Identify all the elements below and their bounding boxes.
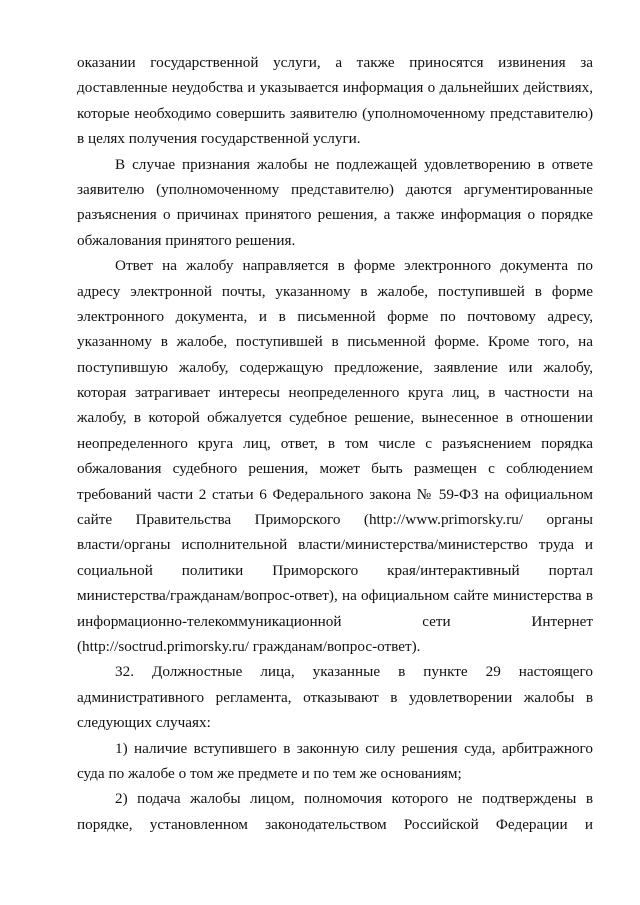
text-line: информационно-телекоммуникационной сети Интернет xyxy=(77,612,593,630)
text-line: разъяснения о причинах принятого решения, а также информация о порядке xyxy=(77,206,593,224)
text-line: обжалования судебного решения, может быть размещен с соблюдением xyxy=(77,460,593,478)
text-line: 32. Должностные лица, указанные в пункте 29 настоящего xyxy=(115,663,593,681)
text-line: суда по жалобе о том же предмете и по тем же основаниям; xyxy=(77,764,462,782)
text-line: требований части 2 статьи 6 Федерального закона № 59-ФЗ на официальном xyxy=(77,485,593,503)
text-line: министерства/гражданам/вопрос-ответ), на официальном сайте министерства в xyxy=(77,587,593,605)
text-line: неопределенного круга лиц, ответ, в том числе с разъяснением порядка xyxy=(77,434,593,452)
text-line: поступившую жалобу, содержащую предложение, заявление или жалобу, xyxy=(77,358,593,376)
text-line: электронного документа, и в письменной форме по почтовому адресу, xyxy=(77,307,593,325)
text-line: административного регламента, отказывают в удовлетворении жалобы в xyxy=(77,688,593,706)
text-line: социальной политики Приморского края/интерактивный портал xyxy=(77,561,593,579)
text-line: которая затрагивает интересы неопределенного круга лиц, в частности на xyxy=(77,384,593,402)
text-line: В случае признания жалобы не подлежащей удовлетворению в ответе xyxy=(115,155,593,173)
text-line: 1) наличие вступившего в законную силу решения суда, арбитражного xyxy=(115,739,593,757)
text-line: оказании государственной услуги, а также приносятся извинения за xyxy=(77,54,593,71)
text-line: доставленные неудобства и указывается информация о дальнейших действиях, xyxy=(77,79,593,97)
text-line: сайте Правительства Приморского (http://www.primorsky.ru/ органы xyxy=(77,511,593,529)
text-line: в целях получения государственной услуги. xyxy=(77,130,361,148)
text-line: обжалования принятого решения. xyxy=(77,231,296,249)
text-line: адресу электронной почты, указанному в жалобе, поступившей в форме xyxy=(77,282,593,300)
text-line: (http://soctrud.primorsky.ru/ гражданам/вопрос-ответ). xyxy=(77,637,421,655)
text-line: Ответ на жалобу направляется в форме электронного документа по xyxy=(115,257,593,275)
text-line: порядке, установленном законодательством Российской Федерации и xyxy=(77,815,593,833)
text-line: которые необходимо совершить заявителю (уполномоченному представителю) xyxy=(77,104,593,122)
text-line: заявителю (уполномоченному представителю) даются аргументированные xyxy=(77,180,593,198)
text-line: следующих случаях: xyxy=(77,714,211,732)
text-line: 2) подача жалобы лицом, полномочия которого не подтверждены в xyxy=(115,790,593,808)
text-line: жалобу, в которой обжалуется судебное решение, вынесенное в отношении xyxy=(77,409,593,427)
text-line: власти/органы исполнительной власти/министерства/министерство труда и xyxy=(77,536,593,554)
document-page xyxy=(77,50,593,837)
text-line: указанному в жалобе, поступившей в письменной форме. Кроме того, на xyxy=(77,333,593,351)
